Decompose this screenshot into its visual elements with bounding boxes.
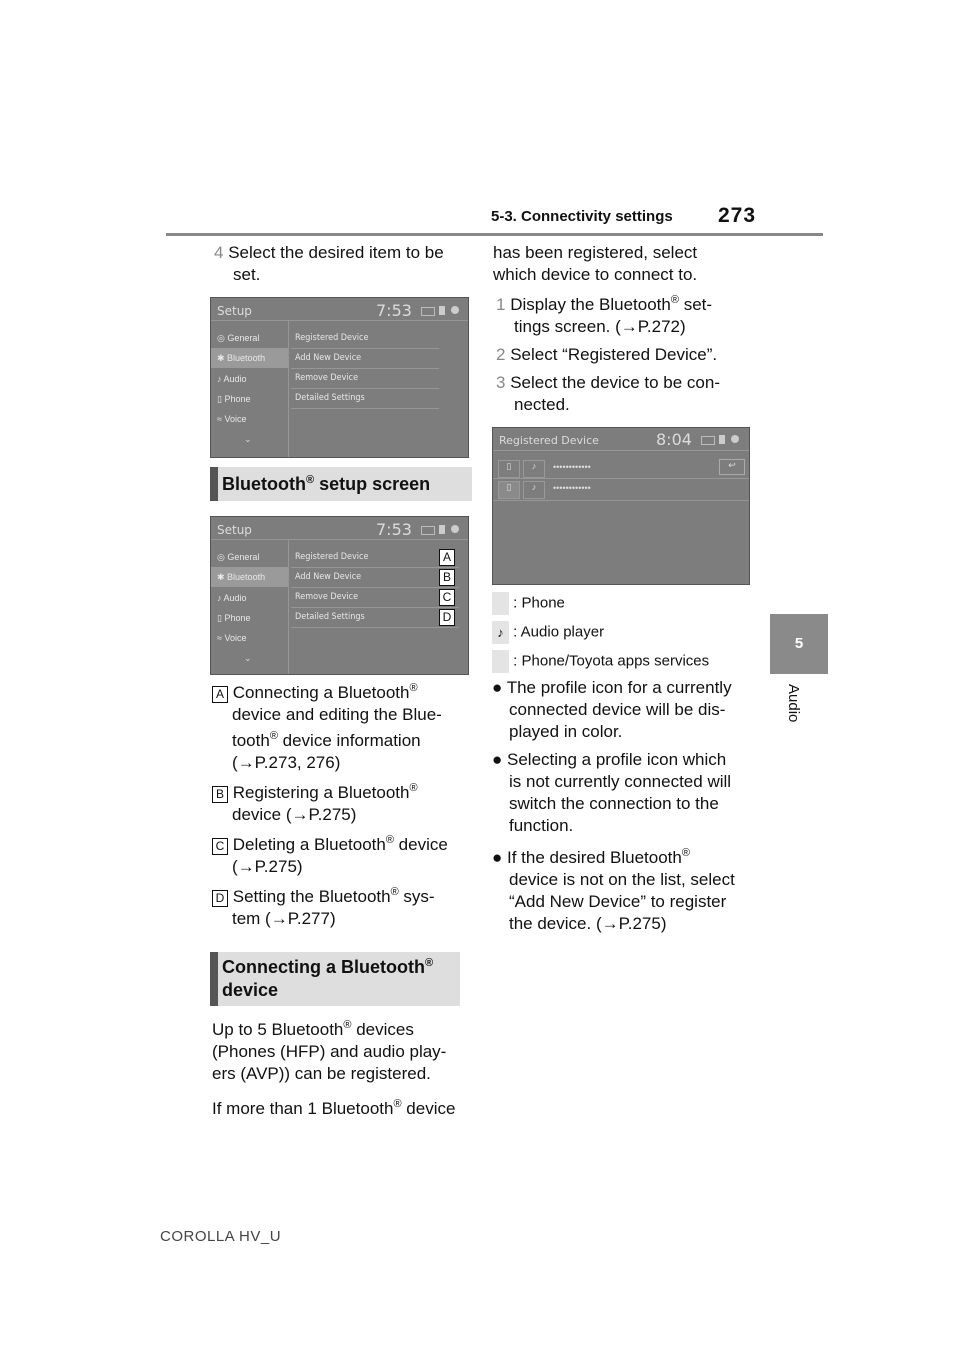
audio-profile-icon-2[interactable]: ♪ <box>523 481 545 499</box>
paragraph-multiple-devices: If more than 1 Bluetooth® device <box>212 1098 456 1118</box>
menu-detailed-settings[interactable]: Detailed Settings <box>295 612 365 622</box>
screen-title: Setup <box>217 523 252 537</box>
bullet-1: ● The profile icon for a currently connected device will be dis- played in color. <box>492 678 732 741</box>
callout-label-b: B <box>439 569 455 586</box>
paragraph-continued: has been registered, select which device to connect to. <box>493 243 698 284</box>
side-item-general[interactable]: ◎ General <box>217 333 260 343</box>
item-b: B Registering a Bluetooth® device (→P.275) <box>212 782 472 826</box>
step-text-cont: set. <box>233 265 261 284</box>
chevron-down-icon[interactable]: ⌄ <box>244 653 252 663</box>
audio-profile-icon[interactable]: ♪ <box>523 460 545 478</box>
callout-label-d: D <box>439 609 455 626</box>
menu-add-new-device[interactable]: Add New Device <box>295 572 362 582</box>
lock-icon <box>439 525 445 534</box>
item-d: D Setting the Bluetooth® sys- tem (→P.277) <box>212 886 472 930</box>
step-4 <box>214 242 474 286</box>
settings-icon <box>451 306 459 314</box>
label-b: B <box>212 786 228 803</box>
legend-phone: : Phone <box>492 592 565 615</box>
section-title: 5-3. Connectivity settings <box>491 208 673 225</box>
signal-icon <box>701 436 715 445</box>
side-item-bluetooth[interactable]: ✱ Bluetooth <box>217 353 266 363</box>
menu-detailed-settings[interactable]: Detailed Settings <box>295 393 365 403</box>
screen-clock: 8:04 <box>656 430 692 449</box>
device-name-1[interactable]: •••••••••••• <box>553 462 591 472</box>
registered-device-screen <box>492 427 750 585</box>
side-item-general[interactable]: ◎ General <box>217 552 260 562</box>
side-item-phone[interactable]: ▯ Phone <box>217 613 251 623</box>
side-item-voice[interactable]: ≈ Voice <box>217 633 247 643</box>
footer-model: COROLLA HV_U <box>160 1228 282 1245</box>
callout-label-c: C <box>439 589 455 606</box>
bullet-2: ● Selecting a profile icon which is not currently connected will switch the connection to the function. <box>492 750 732 835</box>
paragraph-device-limit: Up to 5 Bluetooth® devices (Phones (HFP) and audio play- ers (AVP)) can be registered. <box>212 1019 447 1083</box>
setup-screen-2 <box>210 516 469 675</box>
side-item-phone[interactable]: ▯ Phone <box>217 394 251 404</box>
screen-clock: 7:53 <box>376 301 412 320</box>
settings-icon <box>731 435 739 443</box>
screen-title: Setup <box>217 304 252 318</box>
label-a: A <box>212 686 228 703</box>
step-text: Select the desired item to be <box>228 243 444 262</box>
item-a: A Connecting a Bluetooth® device and editing the Blue- tooth® device information (→P.273, 276) <box>212 682 472 774</box>
lock-icon <box>439 306 445 315</box>
step-2: 2 Select “Registered Device”. <box>496 345 718 364</box>
bullet-3: ● If the desired Bluetooth® device is not on the list, select “Add New Device” to register the device. (→P.275) <box>492 847 735 933</box>
back-icon[interactable]: ↩ <box>719 459 745 475</box>
label-c: C <box>212 838 228 855</box>
signal-icon <box>421 526 435 535</box>
setup-screen-1 <box>210 297 469 458</box>
settings-icon <box>451 525 459 533</box>
chapter-tab: 5 <box>770 614 828 674</box>
step-3: 3 Select the device to be con- nected. <box>496 373 720 414</box>
step-number: 4 <box>214 243 224 262</box>
section-heading-setup-screen: Bluetooth® setup screen <box>210 467 472 501</box>
legend-audio: ♪ : Audio player <box>492 621 604 644</box>
screen-clock: 7:53 <box>376 520 412 539</box>
step-1: 1 Display the Bluetooth® set- tings screen. (→P.272) <box>496 294 713 336</box>
menu-add-new-device[interactable]: Add New Device <box>295 353 362 363</box>
page-number: 273 <box>718 204 757 227</box>
section-heading-connecting: Connecting a Bluetooth® device <box>210 952 460 1006</box>
lock-icon <box>719 435 725 444</box>
phone-apps-profile-icon[interactable]: ▯ <box>498 481 520 499</box>
legend-phone-apps: : Phone/Toyota apps services <box>492 650 709 673</box>
label-d: D <box>212 890 228 907</box>
side-item-voice[interactable]: ≈ Voice <box>217 414 247 424</box>
phone-apps-icon <box>492 650 509 673</box>
menu-registered-device[interactable]: Registered Device <box>295 552 369 562</box>
menu-registered-device[interactable]: Registered Device <box>295 333 369 343</box>
item-c: C Deleting a Bluetooth® device (→P.275) <box>212 834 472 878</box>
music-note-icon: ♪ <box>492 621 509 644</box>
menu-remove-device[interactable]: Remove Device <box>295 373 359 383</box>
screen-title: Registered Device <box>499 434 599 447</box>
signal-icon <box>421 307 435 316</box>
callout-label-a: A <box>439 549 455 566</box>
device-name-2[interactable]: •••••••••••• <box>553 483 591 493</box>
phone-profile-icon[interactable]: ▯ <box>498 460 520 478</box>
chevron-down-icon[interactable]: ⌄ <box>244 434 252 444</box>
side-item-bluetooth[interactable]: ✱ Bluetooth <box>217 572 266 582</box>
side-item-audio[interactable]: ♪ Audio <box>217 593 247 603</box>
side-item-audio[interactable]: ♪ Audio <box>217 374 247 384</box>
chapter-label: Audio <box>785 684 802 723</box>
phone-icon <box>492 592 509 615</box>
menu-remove-device[interactable]: Remove Device <box>295 592 359 602</box>
header-divider <box>166 233 823 236</box>
